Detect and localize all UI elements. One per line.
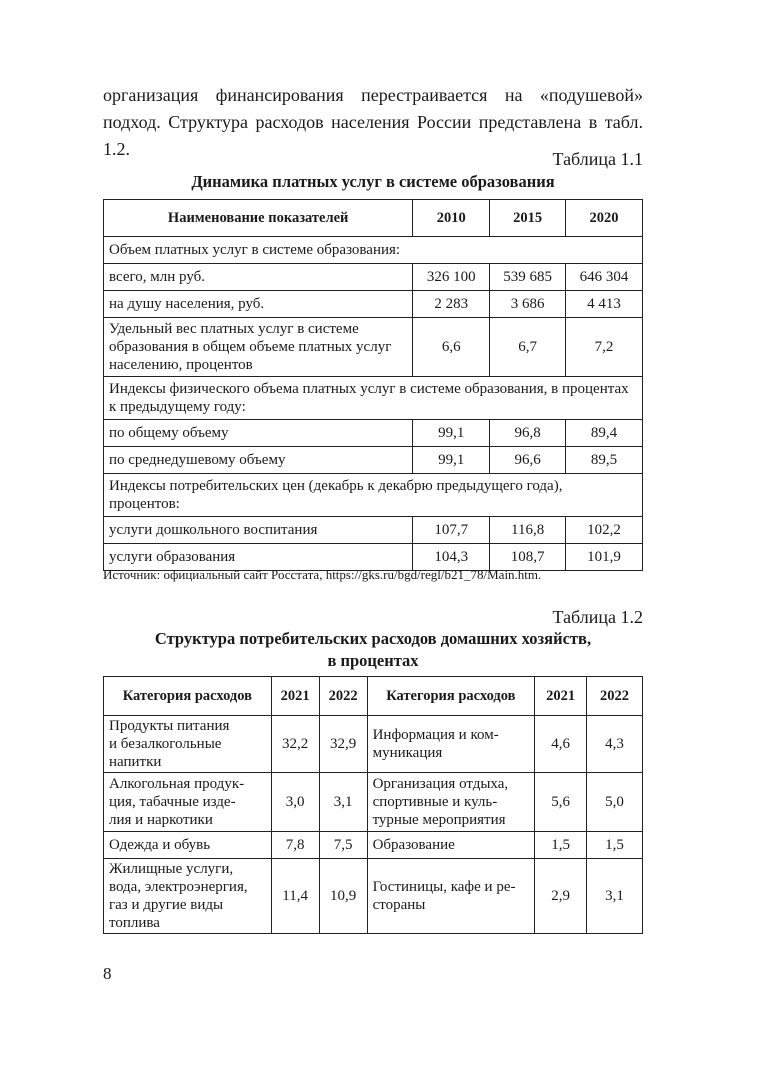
table1-number: Таблица 1.1 [552, 149, 643, 169]
table1-section-row [104, 377, 643, 420]
table2-category: Продукты питания и безалкогольные напитки [104, 716, 272, 773]
table1-source-note: Источник: официальный сайт Росстата, https://gks.ru/bgd/regl/b21_78/Main.htm. [103, 567, 542, 582]
table2-category: Образование [367, 832, 535, 859]
table2-category: Информация и ком- муникация [367, 716, 535, 773]
table2-row [104, 716, 643, 773]
table1-cell: 326 100 [413, 264, 490, 291]
table1-row [104, 318, 643, 377]
table2-cell: 32,2 [271, 716, 319, 773]
table1-header: 2010 [413, 200, 490, 237]
table2-cell: 4,6 [535, 716, 587, 773]
table1-header-row [104, 200, 643, 237]
table2-cell: 1,5 [587, 832, 643, 859]
table1-row-label: услуги образования [104, 544, 413, 571]
table1-cell: 89,5 [566, 447, 643, 474]
table1-cell: 96,6 [490, 447, 566, 474]
table2-cell: 2,9 [535, 859, 587, 934]
table1-section-label: Индексы потребительских цен (декабрь к декабрю предыдущего года), процентов: [104, 474, 643, 517]
table1-row [104, 291, 643, 318]
table1-cell: 3 686 [490, 291, 566, 318]
table1-row [104, 517, 643, 544]
table2-cell: 3,1 [319, 773, 367, 832]
table1-header: 2020 [566, 200, 643, 237]
table2-cell: 7,5 [319, 832, 367, 859]
table1-cell: 102,2 [566, 517, 643, 544]
table1 [103, 199, 643, 571]
table1-cell: 646 304 [566, 264, 643, 291]
table1-cell: 99,1 [413, 420, 490, 447]
table2-cell: 5,6 [535, 773, 587, 832]
table1-cell: 99,1 [413, 447, 490, 474]
table1-cell: 101,9 [566, 544, 643, 571]
table2-cell: 5,0 [587, 773, 643, 832]
table1-section-row [104, 237, 643, 264]
table2-title-line1: Структура потребительских расходов домашних хозяйств, [154, 629, 592, 648]
table2-category: Гостиницы, кафе и ре- стораны [367, 859, 535, 934]
table1-cell: 6,7 [490, 318, 566, 377]
table1-row-label: на душу населения, руб. [104, 291, 413, 318]
table2-cell: 32,9 [319, 716, 367, 773]
table1-cell: 539 685 [490, 264, 566, 291]
table2-cell: 10,9 [319, 859, 367, 934]
table1-row-label: по общему объему [104, 420, 413, 447]
table2-cell: 1,5 [535, 832, 587, 859]
table2-row [104, 859, 643, 934]
table1-cell: 107,7 [413, 517, 490, 544]
table1-cell: 7,2 [566, 318, 643, 377]
table1-cell: 116,8 [490, 517, 566, 544]
table2-header: 2022 [319, 677, 367, 716]
table1-header: Наименование показателей [104, 200, 413, 237]
table2-number: Таблица 1.2 [552, 607, 643, 627]
table1-row-label: услуги дошкольного воспитания [104, 517, 413, 544]
table1-cell: 108,7 [490, 544, 566, 571]
table1-cell: 104,3 [413, 544, 490, 571]
table1-cell: 89,4 [566, 420, 643, 447]
table2-cell: 4,3 [587, 716, 643, 773]
table1-section-label: Объем платных услуг в системе образования: [104, 237, 643, 264]
table1-row-label: по среднедушевому объему [104, 447, 413, 474]
table1-row [104, 447, 643, 474]
table2-category: Алкогольная продук- ция, табачные изде- лия и наркотики [104, 773, 272, 832]
table2-title-line2: в процентах [327, 651, 419, 670]
table2-cell: 3,0 [271, 773, 319, 832]
table1-section-row [104, 474, 643, 517]
table1-cell: 2 283 [413, 291, 490, 318]
page-number: 8 [103, 964, 112, 983]
table1-row-label: Удельный вес платных услуг в системе образования в общем объеме платных услуг населению, процентов [104, 318, 413, 377]
table1-cell: 96,8 [490, 420, 566, 447]
table2-row [104, 773, 643, 832]
table2-header: Категория расходов [104, 677, 272, 716]
table2-header: 2022 [587, 677, 643, 716]
intro-paragraph: организация финансирования перестраивается на «подушевой» подход. Структура расходов населения России представлена в табл. 1.2. [103, 85, 643, 159]
table1-cell: 6,6 [413, 318, 490, 377]
table2 [103, 676, 643, 934]
table1-row [104, 264, 643, 291]
table2-category: Жилищные услуги, вода, электроэнергия, газ и другие виды топлива [104, 859, 272, 934]
table2-row [104, 832, 643, 859]
table1-title: Динамика платных услуг в системе образования [191, 172, 555, 191]
table2-cell: 3,1 [587, 859, 643, 934]
table2-header: 2021 [271, 677, 319, 716]
table2-header: 2021 [535, 677, 587, 716]
table2-category: Одежда и обувь [104, 832, 272, 859]
table1-section-label: Индексы физического объема платных услуг в системе образования, в процентах к предыдущему году: [104, 377, 643, 420]
table2-category: Организация отдыха, спортивные и куль- турные мероприятия [367, 773, 535, 832]
table2-header-row [104, 677, 643, 716]
table1-row-label: всего, млн руб. [104, 264, 413, 291]
table2-cell: 11,4 [271, 859, 319, 934]
table2-header: Категория расходов [367, 677, 535, 716]
table2-cell: 7,8 [271, 832, 319, 859]
table1-header: 2015 [490, 200, 566, 237]
table1-row [104, 420, 643, 447]
table1-cell: 4 413 [566, 291, 643, 318]
